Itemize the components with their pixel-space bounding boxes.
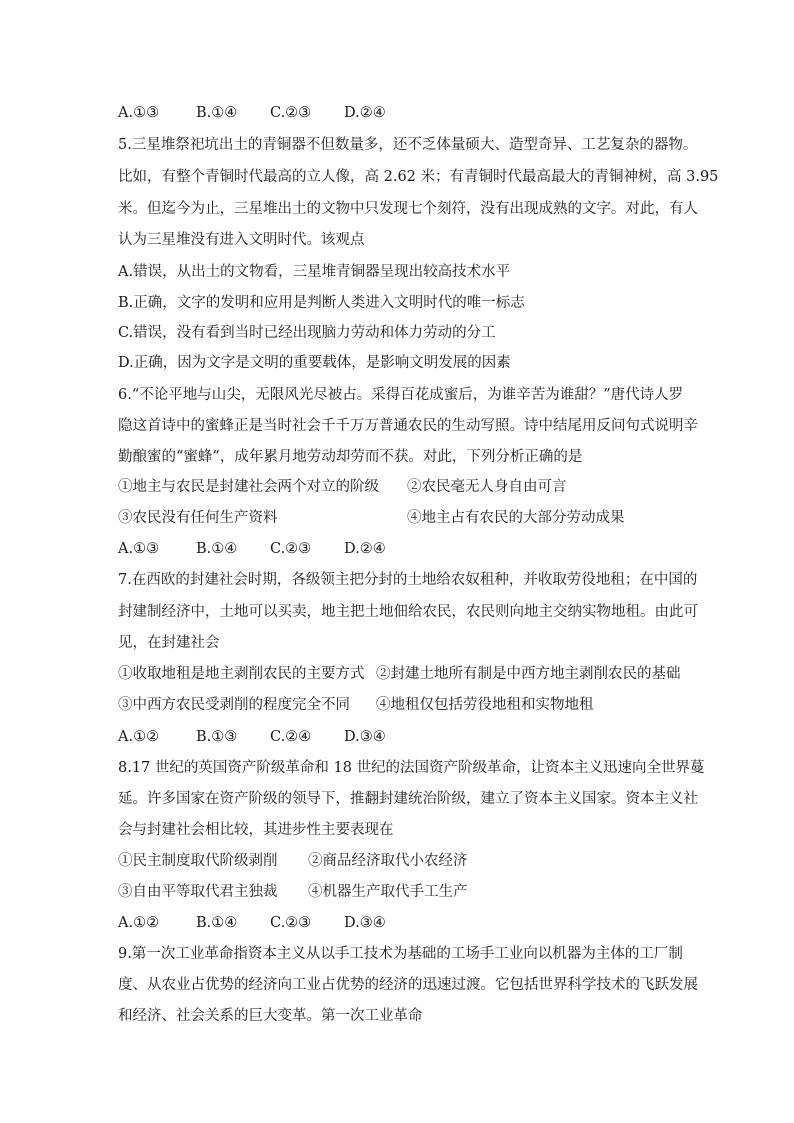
option-c: C.②③ <box>270 541 312 557</box>
q5-stem-line: 5.三星堆祭祀坑出土的青铜器不但数量多，还不乏体量硕大、造型奇异、工艺复杂的器物。 <box>118 137 698 153</box>
q5-stem-line: 认为三星堆没有进入文明时代。该观点 <box>118 232 365 248</box>
option-b: B.①③ <box>196 729 238 745</box>
option-d: D.③④ <box>344 915 386 931</box>
option-d: D.②④ <box>344 541 386 557</box>
q7-stem-line: 见，在封建社会 <box>118 635 220 651</box>
q8-stem-line: 8.17 世纪的英国资产阶级革命和 18 世纪的法国资产阶级革命，让资本主义迅速向全世界蔓 <box>118 760 705 776</box>
q5-stem-line: 比如，有整个青铜时代最高的立人像，高 2.62 米；有青铜时代最高最大的青铜神树，高 3.95 <box>118 169 719 185</box>
q8-options <box>118 913 386 933</box>
q7-options <box>118 727 386 747</box>
q6-options <box>118 539 386 559</box>
q6-item-3: ③农民没有任何生产资料 <box>118 510 278 526</box>
q8-item-1: ①民主制度取代阶级剥削 <box>118 853 278 869</box>
option-b: B.①④ <box>196 541 238 557</box>
q7-item-2: ②封建土地所有制是中西方地主剥削农民的基础 <box>376 666 681 682</box>
q6-stem-line: 6.“不论平地与山尖，无限风光尽被占。采得百花成蜜后，为谁辛苦为谁甜？”唐代诗人罗 <box>118 387 684 403</box>
option-c: C.②③ <box>270 105 312 121</box>
q6-item-2: ②农民毫无人身自由可言 <box>407 479 567 495</box>
q6-item-4: ④地主占有农民的大部分劳动成果 <box>407 510 625 526</box>
option-b: B.①④ <box>196 915 238 931</box>
q8-stem-line: 会与封建社会相比较，其进步性主要表现在 <box>118 822 394 838</box>
option-a: A.①② <box>118 915 160 931</box>
q7-stem-line: 7.在西欧的封建社会时期，各级领主把分封的土地给农奴租种，并收取劳役地租；在中国的 <box>118 572 698 588</box>
q9-stem-line: 和经济、社会关系的巨大变革。第一次工业革命 <box>118 1008 423 1024</box>
option-c: C.②④ <box>270 729 312 745</box>
q9-stem-line: 9.第一次工业革命指资本主义从以手工技术为基础的工场手工业向以机器为主体的工厂制 <box>118 946 683 962</box>
q5-choice-d: D.正确，因为文字是文明的重要载体，是影响文明发展的因素 <box>118 355 511 371</box>
option-d: D.②④ <box>344 105 386 121</box>
q8-item-3: ③自由平等取代君主独裁 <box>118 884 278 900</box>
q7-item-1: ①收取地租是地主剥削农民的主要方式 <box>118 666 365 682</box>
option-a: A.①③ <box>118 105 160 121</box>
option-a: A.①② <box>118 729 160 745</box>
q8-item-2: ②商品经济取代小农经济 <box>308 853 468 869</box>
q7-item-4: ④地租仅包括劳役地租和实物地租 <box>376 697 594 713</box>
option-d: D.③④ <box>344 729 386 745</box>
option-a: A.①③ <box>118 541 160 557</box>
q6-stem-line: 隐这首诗中的蜜蜂正是当时社会千千万万普通农民的生动写照。诗中结尾用反问句式说明辛 <box>118 418 698 434</box>
q5-choice-a: A.错误，从出土的文物看，三星堆青铜器呈现出较高技术水平 <box>118 264 511 280</box>
option-b: B.①④ <box>196 105 238 121</box>
q7-item-3: ③中西方农民受剥削的程度完全不同 <box>118 697 350 713</box>
q6-stem-line: 勤酿蜜的“蜜蜂”，成年累月地劳动却劳而不获。对此，下列分析正确的是 <box>118 449 583 465</box>
q5-stem-line: 米。但迄今为止，三星堆出土的文物中只发现七个刻符，没有出现成熟的文字。对此，有人 <box>118 201 698 217</box>
q5-choice-c: C.错误，没有看到当时已经出现脑力劳动和体力劳动的分工 <box>118 325 496 341</box>
q9-stem-line: 度、从农业占优势的经济向工业占优势的经济的迅速过渡。它包括世界科学技术的飞跃发展 <box>118 977 698 993</box>
q7-stem-line: 封建制经济中，土地可以买卖，地主把土地佃给农民，农民则向地主交纳实物地租。由此可 <box>118 604 698 620</box>
q4-options <box>118 103 386 123</box>
q6-item-1: ①地主与农民是封建社会两个对立的阶级 <box>118 479 379 495</box>
q5-choice-b: B.正确，文字的发明和应用是判断人类进入文明时代的唯一标志 <box>118 295 525 311</box>
q8-stem-line: 延。许多国家在资产阶级的领导下，推翻封建统治阶级，建立了资本主义国家。资本主义社 <box>118 791 698 807</box>
option-c: C.②③ <box>270 915 312 931</box>
q8-item-4: ④机器生产取代手工生产 <box>308 884 468 900</box>
